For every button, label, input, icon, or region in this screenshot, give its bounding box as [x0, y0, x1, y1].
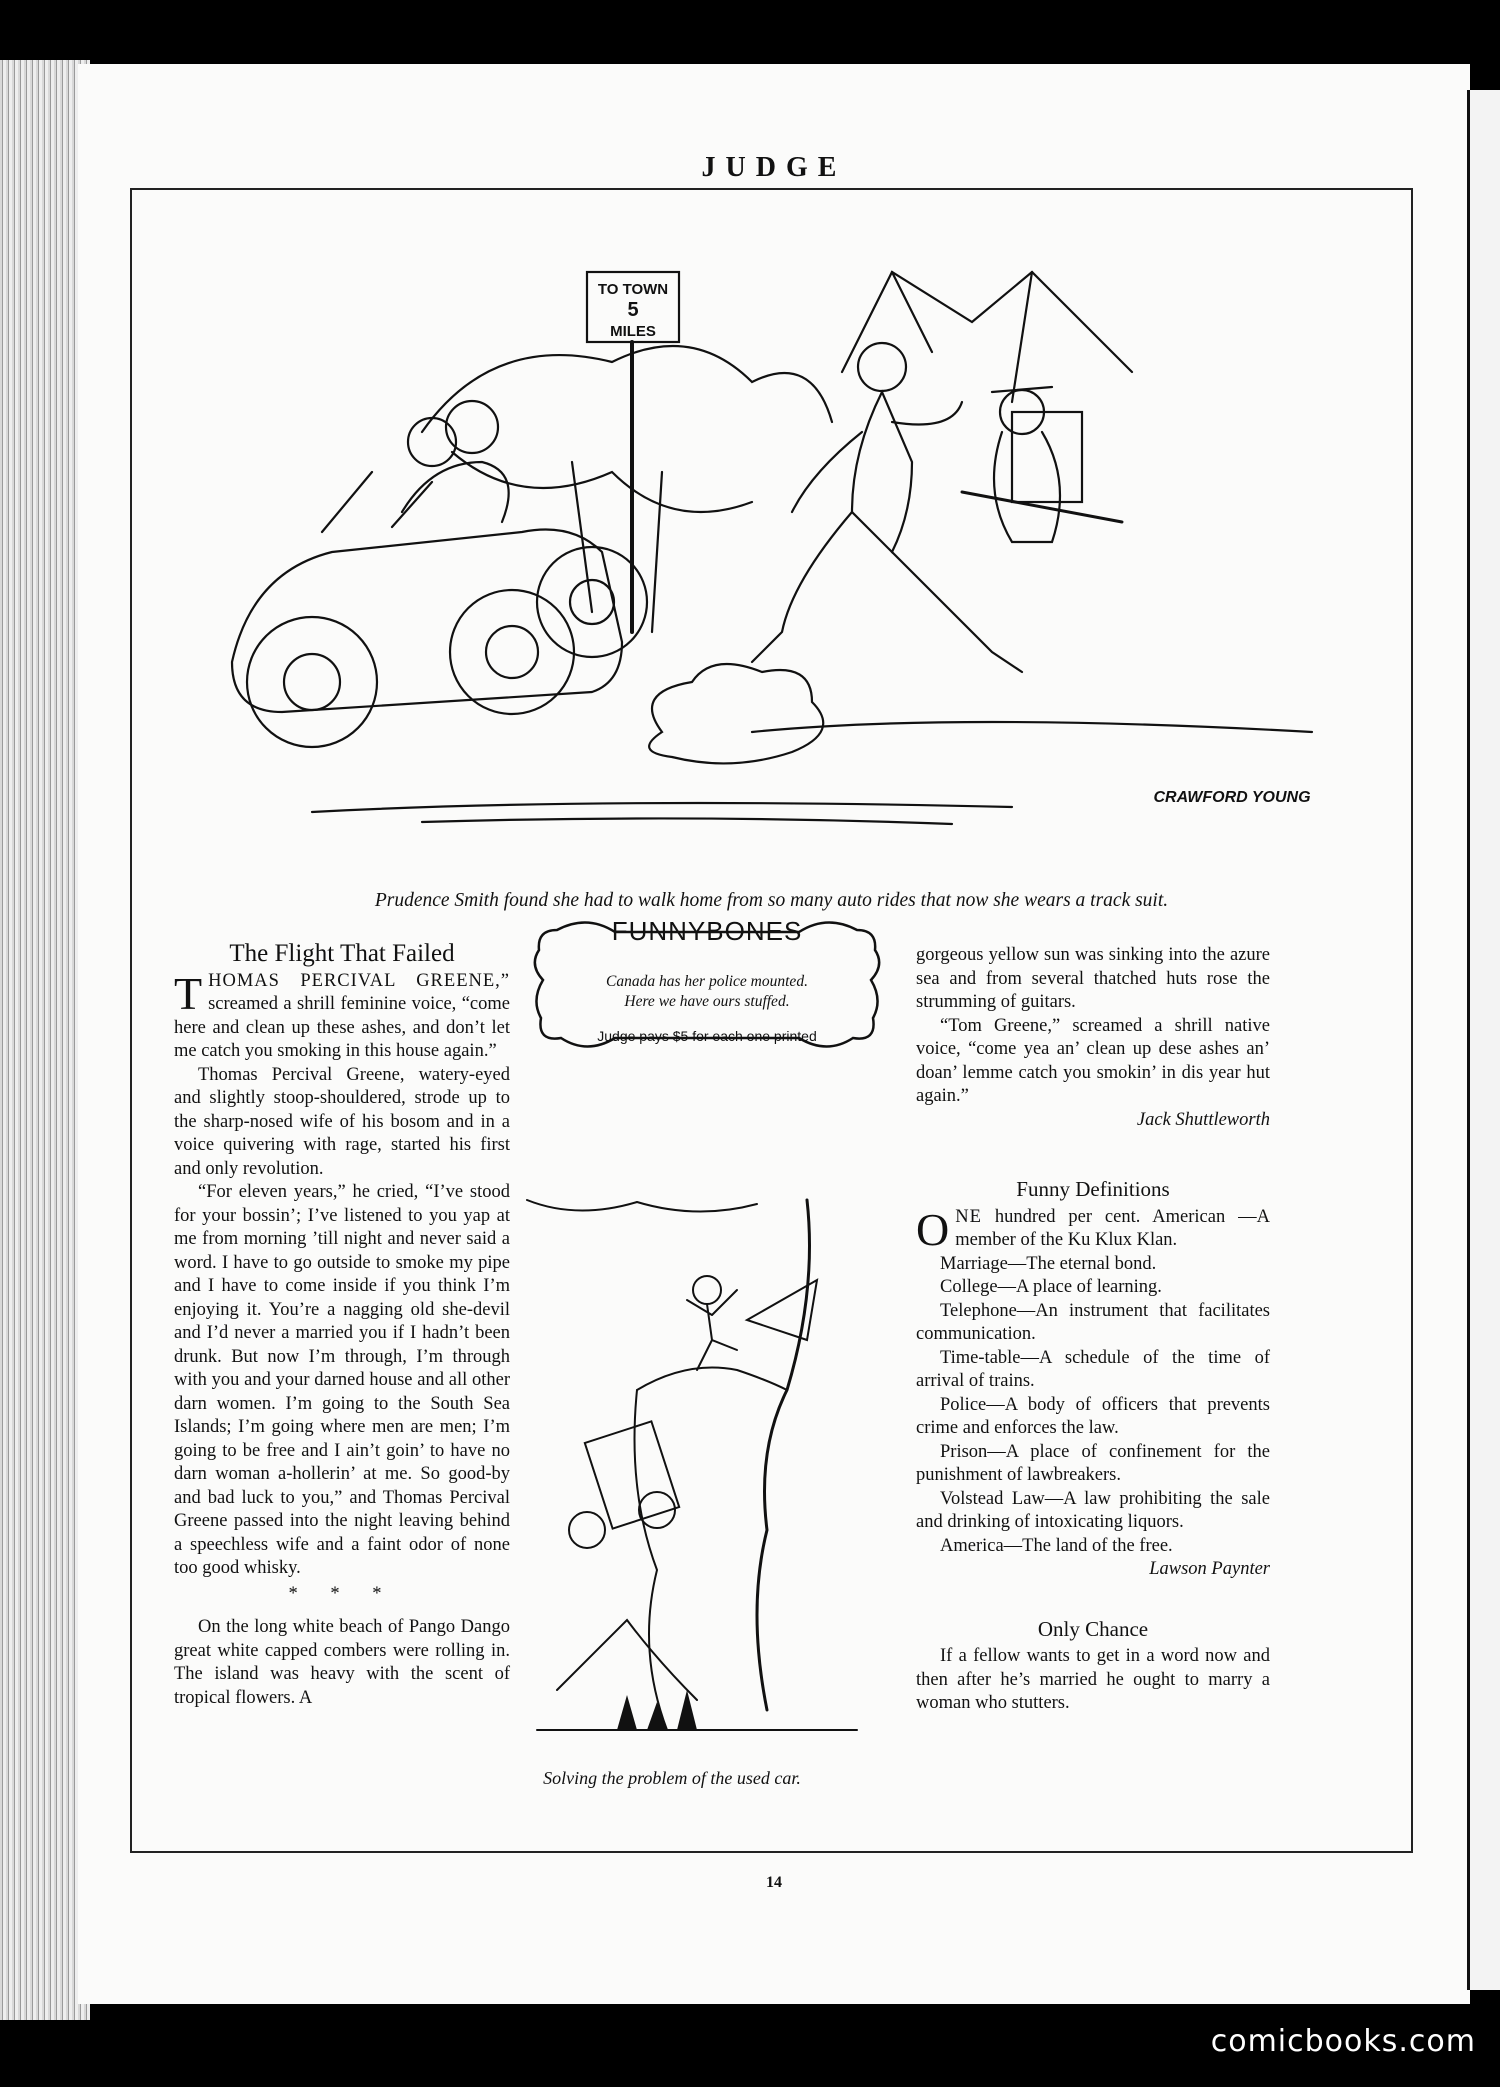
sign-line-1: TO TOWN: [597, 281, 669, 298]
story-paragraph-5: “Tom Greene,” screamed a shrill native voice, “come yea an’ clean up dese ashes an’ doan’ lemme catch you smokin’ in dis year hut again.”: [916, 1015, 1270, 1106]
definition-item: Police—A body of officers that prevents crime and enforces the law.: [916, 1394, 1270, 1438]
content-frame: [130, 188, 1413, 1853]
artist-signature: CRAWFORD YOUNG: [1153, 789, 1311, 806]
story-column-left: [174, 942, 510, 1710]
cartoon-car-track-suit: [192, 212, 1352, 852]
cliff-cartoon-caption: Solving the problem of the used car.: [543, 1768, 801, 1788]
story-column-right: [916, 944, 1270, 1716]
definition-item: Marriage—The eternal bond.: [940, 1253, 1157, 1274]
story-title: The Flight That Failed: [229, 940, 455, 967]
funnybones-line-1: Canada has her police mounted.: [606, 973, 808, 990]
definitions-author: Lawson Paynter: [1149, 1559, 1270, 1579]
definition-item: Time-table—A schedule of the time of arrival of trains.: [916, 1347, 1270, 1391]
sign-line-2: 5: [627, 299, 639, 321]
story-separator: * * *: [288, 1583, 396, 1604]
funnybones-line-2: Here we have ours stuffed.: [624, 993, 790, 1010]
book-page-edges: [0, 60, 90, 2020]
story-first-paragraph-rest: screamed a shrill feminine voice, “come here and clean up these ashes, and don’t let me catch you smoking in this house again.”: [174, 994, 510, 1061]
definitions-first-smallcaps: NE: [955, 1206, 982, 1227]
only-chance-title: Only Chance: [1037, 1616, 1149, 1641]
funnybones-footer: Judge pays $5 for each one printed: [597, 1028, 817, 1044]
definition-item: America—The land of the free.: [940, 1535, 1173, 1556]
sign-line-3: MILES: [610, 323, 656, 340]
story-lead-smallcaps: HOMAS PERCIVAL GREENE,”: [208, 970, 510, 991]
definition-item: Telephone—An instrument that facilitates communication.: [916, 1300, 1270, 1344]
story-continued: gorgeous yellow sun was sinking into the azure sea and from several thatched huts rose the strumming of guitars.: [916, 945, 1270, 1012]
definitions-first: [916, 1203, 1270, 1255]
only-chance-text: If a fellow wants to get in a word now and then after he’s married he ought to marry a woman who stutters.: [916, 1646, 1270, 1713]
story-paragraph-3: “For eleven years,” he cried, “I’ve stood for your bossin’; I’ve listened to you yap at me from morning ’till night and never said a word. I have to go outside to smoke my pipe and I have to come inside if you think I’m enjoying it. You’re a nagging old she-devil and I’d never a married you if I hadn’t been drunk. But now I’m through, I’m through with you and your darned house and all other darn women. I’m going to the South Sea Islands; I’m going where men are men; I’m going to be free and I ain’t goin’ to have no darn woman a-hollerin’ at me. So good-by and bad luck to you,” and Thomas Percival Greene passed into the night leaving behind a speechless wife and a faint odor of none too good whisky.: [174, 1182, 510, 1578]
magazine-page: [78, 64, 1470, 2004]
story-author: Jack Shuttleworth: [1136, 1109, 1270, 1130]
funnybones-joke: [527, 972, 887, 1012]
definition-item: College—A place of learning.: [940, 1277, 1162, 1297]
definition-item: Volstead Law—A law prohibiting the sale and drinking of intoxicating liquors.: [916, 1488, 1270, 1532]
story-drop-cap: T: [174, 967, 203, 1019]
cartoon-used-car-cliff: [517, 1190, 877, 1750]
story-paragraph-4: On the long white beach of Pango Dango great white capped combers were rolling in. The island was heavy with the scent of tropical flowers. A: [174, 1617, 510, 1708]
story-paragraph-2: Thomas Percival Greene, watery-eyed and slightly stoop-shouldered, strode up to the sharp-nosed wife of his bosom and in a voice quivering with rage, started his first and only revolution.: [174, 1064, 510, 1179]
definitions-title: Funny Definitions: [1016, 1177, 1170, 1201]
facing-page-edge: [1467, 90, 1500, 1990]
top-cartoon-caption: Prudence Smith found she had to walk home from so many auto rides that now she wears a track suit.: [374, 890, 1169, 911]
definitions-first-rest: hundred per cent. American —A member of the Ku Klux Klan.: [955, 1206, 1270, 1250]
masthead: JUDGE: [701, 152, 847, 183]
page-number: 14: [766, 1874, 782, 1891]
watermark: comicbooks.com: [1210, 2024, 1476, 2059]
funnybones-title: FUNNYBONES: [611, 916, 803, 946]
definitions-drop-cap: O: [916, 1203, 950, 1255]
definition-item: Prison—A place of confinement for the punishment of lawbreakers.: [916, 1441, 1270, 1485]
funnybones-box: [527, 910, 887, 1060]
story-first-paragraph: [174, 967, 510, 1064]
